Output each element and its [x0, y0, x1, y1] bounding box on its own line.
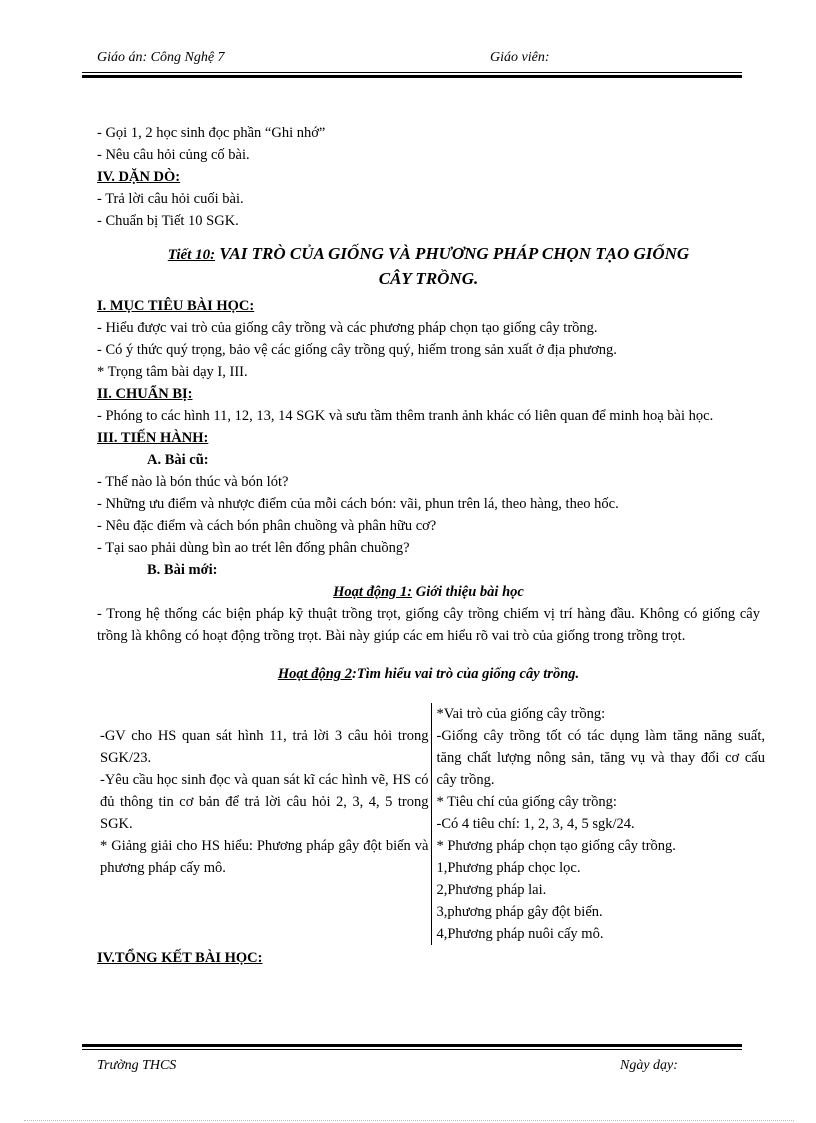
header-subject: Giáo án: Công Nghệ 7 — [97, 50, 225, 65]
section2-heading: II. CHUẨN BỊ: — [97, 386, 193, 402]
section1-heading: I. MỤC TIÊU BÀI HỌC: — [97, 298, 255, 314]
intro-line: - Nêu câu hỏi củng cố bài. — [97, 147, 250, 163]
content-cell — [432, 703, 768, 945]
teacher-activity: * Giảng giải cho HS hiểu: Phương pháp gây đột biến và phương pháp cấy mô. — [100, 838, 429, 876]
old-lesson-question: - Những ưu điểm và nhược điểm của mỗi cách bón: vãi, phun trên lá, theo hàng, theo hốc. — [97, 496, 619, 512]
section1-line: * Trọng tâm bài dạy I, III. — [97, 364, 248, 380]
content-line: 3,phương pháp gây đột biến. — [436, 904, 603, 920]
page-edge-divider — [24, 1120, 794, 1121]
content-line: * Phương pháp chọn tạo giống cây trồng. — [436, 838, 676, 854]
content-line: 4,Phương pháp nuôi cấy mô. — [436, 926, 604, 942]
content-line: -Có 4 tiêu chí: 1, 2, 3, 4, 5 sgk/24. — [436, 816, 635, 832]
page-header — [97, 50, 717, 66]
page-footer — [97, 1058, 717, 1074]
lesson-title-line1: VAI TRÒ CỦA GIỐNG VÀ PHƯƠNG PHÁP CHỌN TẠO GIỐNG — [215, 244, 690, 263]
activity1-name: Giới thiệu bài học — [412, 584, 524, 600]
content-line: 2,Phương pháp lai. — [436, 882, 547, 898]
teacher-activity: -Yêu cầu học sinh đọc và quan sát kĩ các hình vẽ, HS có đủ thông tin cơ bản để trả lời câu hỏi 2, 3, 4, 5 trong SGK. — [100, 772, 429, 832]
activity2-title — [97, 663, 760, 685]
activity1-title — [97, 581, 760, 603]
header-rule — [82, 70, 742, 78]
old-lesson-question: - Nêu đặc điểm và cách bón phân chuồng và phân hữu cơ? — [97, 518, 437, 534]
dando-line: - Trả lời câu hỏi cuối bài. — [97, 191, 244, 207]
lesson-title-line2: CÂY TRỒNG. — [378, 269, 479, 288]
old-lesson-title: A. Bài cũ: — [147, 452, 209, 468]
activity2-table — [97, 703, 768, 945]
old-lesson-question: - Thế nào là bón thúc và bón lót? — [97, 474, 289, 490]
section3-heading: III. TIẾN HÀNH: — [97, 430, 209, 446]
content-line: 1,Phương pháp chọc lọc. — [436, 860, 581, 876]
header-teacher: Giáo viên: — [490, 50, 550, 65]
new-lesson-title: B. Bài mới: — [147, 562, 218, 578]
activity2-name: :Tìm hiểu vai trò của giống cây trồng. — [351, 666, 580, 682]
footer-school: Trường THCS — [97, 1058, 177, 1073]
section1-line: - Hiểu được vai trò của giống cây trồng và các phương pháp chọn tạo giống cây trồng. — [97, 320, 598, 336]
teacher-activities-cell — [97, 703, 432, 945]
dando-heading: IV. DẶN DÒ: — [97, 169, 181, 185]
old-lesson-question: - Tại sao phải dùng bìn ao trét lên đống phân chuồng? — [97, 540, 410, 556]
intro-line: - Gọi 1, 2 học sinh đọc phần “Ghi nhớ” — [97, 125, 326, 141]
footer-rule — [82, 1044, 742, 1050]
footer-date: Ngày dạy: — [620, 1058, 678, 1073]
dando-line: - Chuẩn bị Tiết 10 SGK. — [97, 213, 239, 229]
content-line: -Giống cây trồng tốt có tác dụng làm tăng năng suất, tăng chất lượng nông sản, tăng vụ và thay đổi cơ cấu cây trồng. — [436, 728, 765, 788]
activity2-label: Hoạt động 2 — [277, 666, 352, 682]
lesson-title — [97, 242, 760, 291]
lesson-number: Tiết 10: — [167, 247, 216, 263]
content-line: *Vai trò của giống cây trồng: — [436, 706, 606, 722]
section4-heading: IV.TỔNG KẾT BÀI HỌC: — [97, 950, 263, 966]
section1-line: - Có ý thức quý trọng, bảo vệ các giống cây trồng quý, hiếm trong sản xuất ở địa phương. — [97, 342, 617, 358]
activity1-text: - Trong hệ thống các biện pháp kỹ thuật trồng trọt, giống cây trồng chiếm vị trí hàng đầu. Không có giống cây trồng là không có hoạt động trồng trọt. Bài này giúp các em hiểu rõ vai trò của giống trong trồng trọt. — [97, 606, 760, 644]
teacher-activity: -GV cho HS quan sát hình 11, trả lời 3 câu hỏi trong SGK/23. — [100, 728, 429, 766]
section2-text: - Phóng to các hình 11, 12, 13, 14 SGK và sưu tầm thêm tranh ảnh khác có liên quan để minh hoạ bài học. — [97, 408, 714, 424]
main-content — [97, 122, 765, 969]
activity1-label: Hoạt động 1: — [333, 584, 413, 600]
content-line: * Tiêu chí của giống cây trồng: — [436, 794, 617, 810]
